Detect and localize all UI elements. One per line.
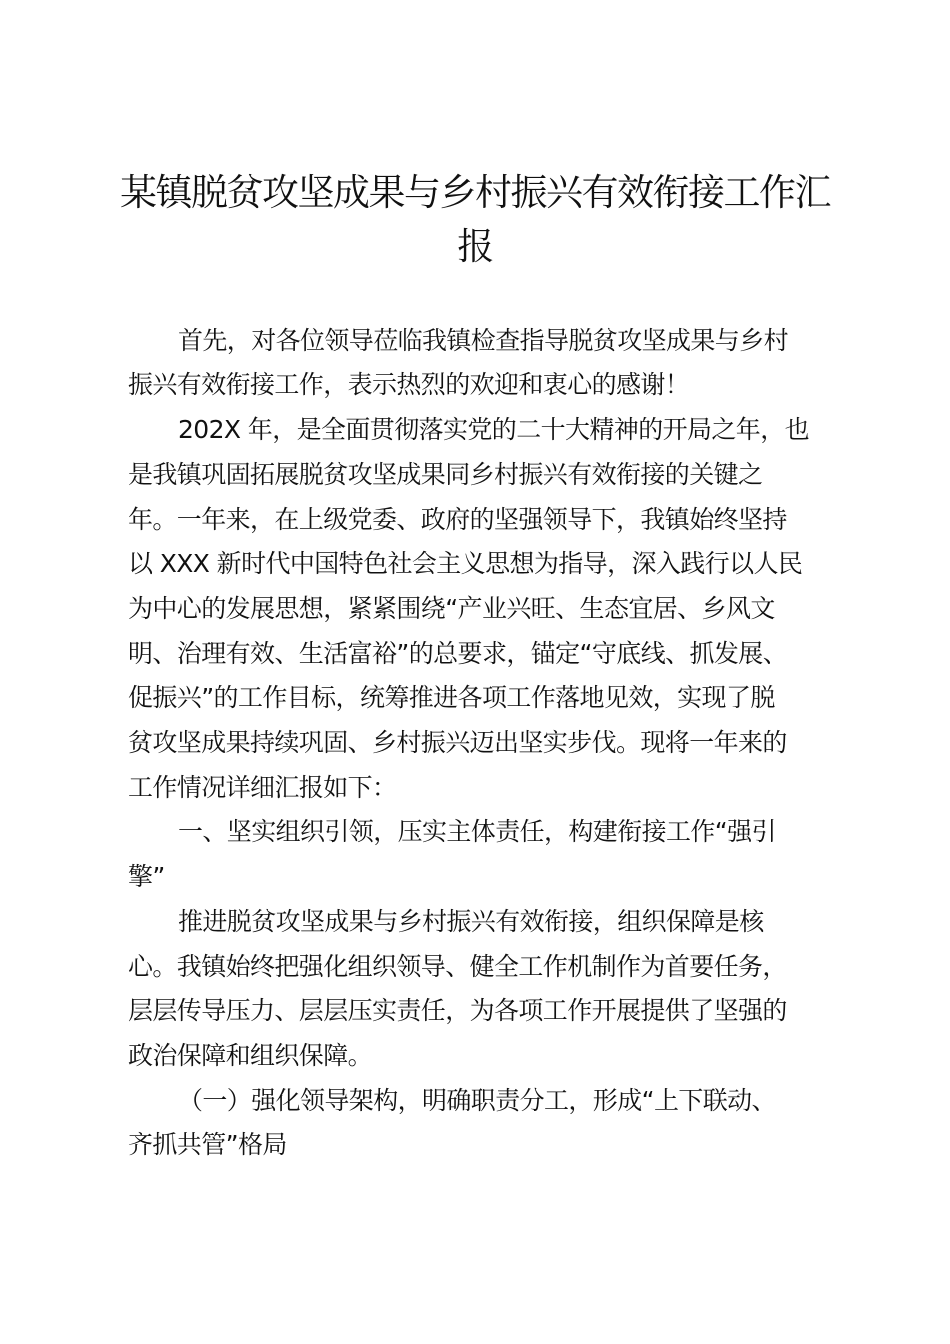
- paragraph-line: 以 XXX 新时代中国特色社会主义思想为指导，深入践行以人民: [128, 549, 803, 578]
- paragraph-line: 首先，对各位领导莅临我镇检查指导脱贫攻坚成果与乡村: [178, 326, 789, 355]
- paragraph-line: 层层传导压力、层层压实责任，为各项工作开展提供了坚强的: [128, 996, 787, 1025]
- document-title-line-2: 报: [457, 225, 493, 268]
- paragraph-line: 工作情况详细汇报如下：: [128, 773, 397, 802]
- document-title-line-1: 某镇脱贫攻坚成果与乡村振兴有效衔接工作汇: [120, 171, 830, 214]
- paragraph-line: 贫攻坚成果持续巩固、乡村振兴迈出坚实步伐。现将一年来的: [128, 728, 787, 757]
- paragraph-line: 心。我镇始终把强化组织领导、健全工作机制作为首要任务，: [128, 952, 787, 981]
- paragraph-line: 为中心的发展思想，紧紧围绕“产业兴旺、生态宜居、乡风文: [128, 594, 775, 623]
- paragraph-line: 促振兴”的工作目标，统筹推进各项工作落地见效，实现了脱: [128, 683, 775, 712]
- paragraph-line: 振兴有效衔接工作，表示热烈的欢迎和衷心的感谢！: [128, 370, 690, 399]
- paragraph-line: 明、治理有效、生活富裕”的总要求，锚定“守底线、抓发展、: [128, 639, 788, 668]
- section-heading-line: 一、坚实组织引领，压实主体责任，构建衔接工作“强引: [178, 817, 776, 846]
- subsection-heading-line: （一）强化领导架构，明确职责分工，形成“上下联动、: [178, 1086, 776, 1115]
- paragraph-line: 推进脱贫攻坚成果与乡村振兴有效衔接，组织保障是核: [178, 907, 764, 936]
- paragraph-line: 是我镇巩固拓展脱贫攻坚成果同乡村振兴有效衔接的关键之: [128, 460, 763, 489]
- paragraph-line: 政治保障和组织保障。: [128, 1041, 373, 1070]
- section-heading-line: 擎”: [128, 862, 165, 891]
- paragraph-line: 年。一年来，在上级党委、政府的坚强领导下，我镇始终坚持: [128, 505, 787, 534]
- paragraph-line: 202X 年，是全面贯彻落实党的二十大精神的开局之年，也: [178, 415, 809, 444]
- subsection-heading-line: 齐抓共管”格局: [128, 1130, 287, 1159]
